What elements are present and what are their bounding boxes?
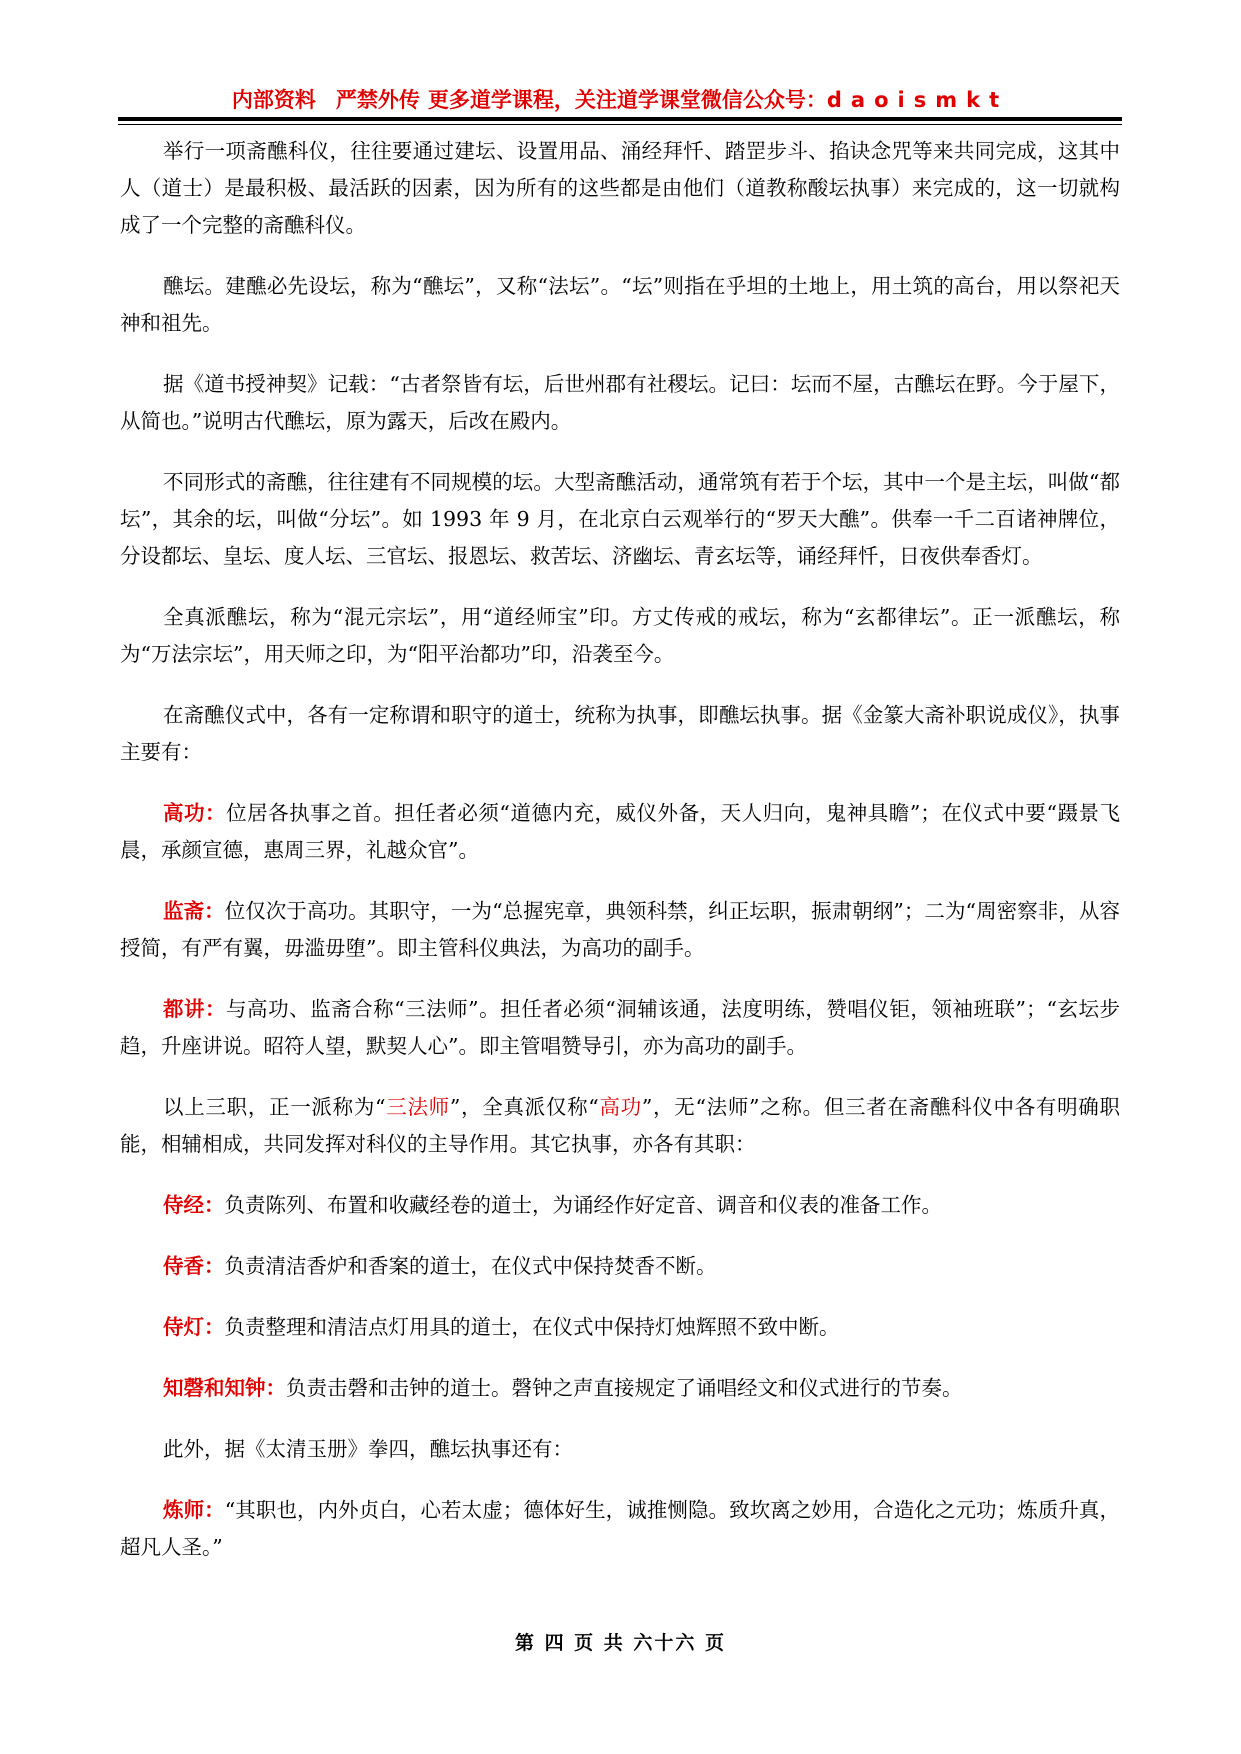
term-label: 监斋： (163, 899, 225, 923)
paragraph-text: 不同形式的斋醮，往往建有不同规模的坛。大型斋醮活动，通常筑有若于个坛，其中一个是主坛，叫做“都坛”，其余的坛，叫做“分坛”。如 1993 年 9 月，在北京白云观举行的“罗天大醮”。供奉一千二百诸神牌位，分设都坛、皇坛、度人坛、三官坛、报恩坛、救苦坛、济幽坛、青玄坛等，诵经拜忏，日夜供奉香灯。 (120, 470, 1120, 568)
term-definition: “其职也，内外贞白，心若太虚；德体好生，诚推恻隐。致坎离之妙用，合造化之元功；炼质升真，超凡人圣。” (120, 1498, 1120, 1559)
paragraph-three-masters (120, 1089, 1120, 1163)
paragraph-dujiang (120, 991, 1120, 1065)
term-definition: 与高功、监斋合称“三法师”。担任者必须“洞辅该通，法度明练，赞唱仪钜，领袖班联”；“玄坛步趋，升座讲说。昭符人望，默契人心”。即主管唱赞导引，亦为高功的副手。 (120, 997, 1120, 1058)
paragraph-jiaotan (120, 268, 1120, 342)
term-definition: 负责陈列、布置和收藏经卷的道士，为诵经作好定音、调音和仪表的准备工作。 (224, 1193, 942, 1217)
paragraph-gaogong (120, 795, 1120, 869)
term-label: 知磬和知钟： (163, 1376, 286, 1400)
term-label: 侍经： (163, 1193, 225, 1217)
term-definition: 负责清洁香炉和香案的道士，在仪式中保持焚香不断。 (224, 1254, 717, 1278)
paragraph-officiants (120, 697, 1120, 771)
header-rule-thick (118, 117, 1122, 121)
paragraph-zhiqing (120, 1370, 1120, 1407)
term-definition: 位居各执事之首。担任者必须“道德内充，威仪外备，天人归向，鬼神具瞻”；在仪式中要“蹑景飞晨，承颜宣德，惠周三界，礼越众官”。 (120, 801, 1120, 862)
page-footer: 第 四 页 共 六十六 页 (514, 1632, 727, 1654)
header-wechat-id: daoismkt (826, 88, 1009, 112)
term-definition: 负责击磬和击钟的道士。磬钟之声直接规定了诵唱经文和仪式进行的节奏。 (286, 1376, 963, 1400)
paragraph-taiqing (120, 1431, 1120, 1468)
term-definition: 位仅次于高功。其职守，一为“总握宪章，典领科禁，纠正坛职，振肃朝纲”；二为“周密察非，从容授简，有严有翼，毋滥毋堕”。即主管科仪典法，为高功的副手。 (120, 899, 1120, 960)
header-promo: 更多道学课程，关注道学课堂微信公众号： (427, 88, 827, 112)
header-rule-thin (118, 124, 1122, 125)
paragraph-text: 此外，据《太清玉册》拳四，醮坛执事还有： (163, 1437, 573, 1461)
paragraph-shideng (120, 1309, 1120, 1346)
paragraph-shijing (120, 1187, 1120, 1224)
paragraph-text: ”，无“法师”之称。但三者在斋醮科仪中各有明确职能，相辅相成，共同发挥对科仪的主导作用。其它执事，亦各有其职： (120, 1095, 1121, 1156)
document-body (120, 133, 1120, 1590)
paragraph-text: 醮坛。建醮必先设坛，称为“醮坛”，又称“法坛”。“坛”则指在乎坦的土地上，用土筑的高台，用以祭祀天神和祖先。 (120, 274, 1120, 335)
term-label: 高功： (163, 801, 227, 825)
paragraph-text: 在斋醮仪式中，各有一定称谓和职守的道士，统称为执事，即醮坛执事。据《金篆大斋补职说成仪》，执事主要有： (120, 703, 1120, 764)
term-definition: 负责整理和清洁点灯用具的道士，在仪式中保持灯烛辉照不致中断。 (224, 1315, 840, 1339)
highlight-sanfashi: 三法师 (385, 1095, 450, 1119)
highlight-gaogong: 高功 (598, 1095, 642, 1119)
paragraph-jianzhai (120, 893, 1120, 967)
paragraph-text: 举行一项斋醮科仪，往往要通过建坛、设置用品、涌经拜忏、踏罡步斗、掐诀念咒等来共同完成，这其中人（道士）是最积极、最活跃的因素，因为所有的这些都是由他们（道教称酸坛执事）来完成的，这一切就构成了一个完整的斋醮科仪。 (120, 139, 1120, 237)
paragraph-text: ”，全真派仅称“ (449, 1095, 599, 1119)
paragraph-text: 以上三职，正一派称为“ (163, 1095, 386, 1119)
paragraph-sects (120, 599, 1120, 673)
term-label: 炼师： (163, 1498, 225, 1522)
paragraph-shixiang (120, 1248, 1120, 1285)
paragraph-text: 全真派醮坛，称为“混元宗坛”，用“道经师宝”印。方丈传戒的戒坛，称为“玄都律坛”。正一派醮坛，称为“万法宗坛”，用天师之印，为“阳平治都功”印，沿袭至今。 (120, 605, 1120, 666)
header-no-distribution: 严禁外传 (335, 88, 420, 112)
page-header (118, 84, 1122, 114)
term-label: 侍香： (163, 1254, 225, 1278)
term-label: 侍灯： (163, 1315, 225, 1339)
paragraph-altar-scale (120, 464, 1120, 575)
paragraph-text: 据《道书授神契》记载：“古者祭皆有坛，后世州郡有社稷坛。记曰：坛而不屋，古醮坛在野。今于屋下，从简也。”说明古代醮坛，原为露天，后改在殿内。 (120, 372, 1120, 433)
paragraph-intro (120, 133, 1120, 244)
paragraph-citation (120, 366, 1120, 440)
header-confidential: 内部资料 (231, 88, 316, 112)
paragraph-lianshi (120, 1492, 1120, 1566)
term-label: 都讲： (163, 997, 227, 1021)
